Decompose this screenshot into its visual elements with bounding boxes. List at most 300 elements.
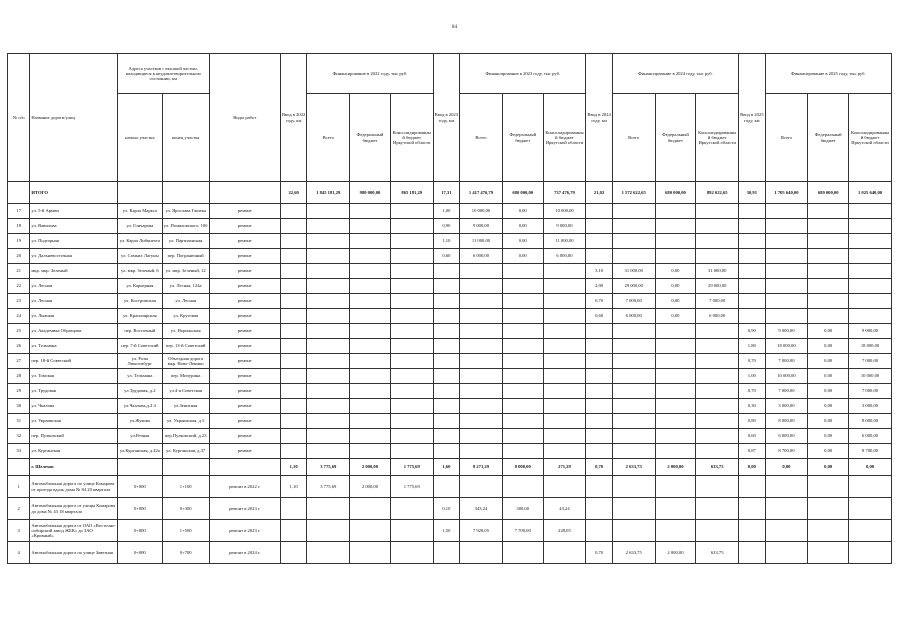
header-address: Адреса участков с высокой частью, находящиеся в неудовлетворительном состоянии, км: [117, 54, 209, 94]
row-value: [543, 279, 586, 294]
subtotal-label: г. Шелехов: [30, 459, 118, 476]
row-value: [696, 249, 739, 264]
row-number: 33: [8, 444, 30, 459]
row-value: [739, 234, 765, 249]
row-end: ул. Лесная: [162, 294, 209, 309]
header-input-2024: Ввод в 2024 году, км: [586, 54, 612, 182]
row-value: 0,80: [739, 414, 765, 429]
row-value: 43,24: [543, 498, 586, 520]
row-value: [612, 520, 655, 542]
row-value: [696, 339, 739, 354]
row-value: [307, 414, 350, 429]
row-number: 22: [8, 279, 30, 294]
row-value: [586, 444, 612, 459]
row-value: [543, 429, 586, 444]
row-value: 228,05: [543, 520, 586, 542]
row-value: 0,00: [502, 204, 543, 219]
row-value: 18 000,00: [765, 339, 808, 354]
row-value: [390, 219, 433, 234]
subtotal-value: 1,10: [280, 459, 306, 476]
row-value: [280, 324, 306, 339]
row-value: [280, 414, 306, 429]
row-value: [739, 204, 765, 219]
row-value: 29 000,00: [696, 279, 739, 294]
row-start: ул. Красноярская: [117, 309, 162, 324]
row-road-name: ул. Дальневосточная: [30, 249, 118, 264]
row-work: ремонт в 2023 г.: [209, 520, 280, 542]
row-end: ул. Норильская: [162, 324, 209, 339]
row-value: [390, 249, 433, 264]
row-value: 0,00: [808, 414, 849, 429]
row-work: ремонт: [209, 264, 280, 279]
row-work: ремонт в 2023 г.: [209, 498, 280, 520]
subtotal-value: 0,00: [765, 459, 808, 476]
row-start: 0+000: [117, 542, 162, 564]
row-work: ремонт: [209, 429, 280, 444]
subtotal-value: 2 633,75: [612, 459, 655, 476]
total-value: 1 705 640,00: [765, 182, 808, 204]
row-start: пер. Восточный: [117, 324, 162, 339]
row-value: [280, 204, 306, 219]
row-value: [350, 369, 391, 384]
total-value: 1 417 476,79: [460, 182, 503, 204]
row-start: ул.Трудовая, д.2: [117, 384, 162, 399]
table-row: [8, 384, 892, 399]
row-value: [307, 234, 350, 249]
row-value: [655, 324, 696, 339]
row-value: [433, 324, 459, 339]
row-value: [655, 520, 696, 542]
total-value: 17,31: [433, 182, 459, 204]
row-value: [460, 429, 503, 444]
row-value: [586, 476, 612, 498]
subtotal-value: 0,00: [849, 459, 892, 476]
row-value: [502, 294, 543, 309]
row-value: [543, 384, 586, 399]
table-row: [8, 309, 892, 324]
row-end: ул. Ярослава Гашека: [162, 204, 209, 219]
row-value: [612, 249, 655, 264]
row-value: [502, 324, 543, 339]
row-value: [280, 444, 306, 459]
row-value: [765, 264, 808, 279]
row-value: [307, 384, 350, 399]
row-value: [808, 234, 849, 249]
row-start: ул. Карла Либкнехта: [117, 234, 162, 249]
row-value: [655, 354, 696, 369]
row-start: пер. 7-й Советский: [117, 339, 162, 354]
row-value: [390, 234, 433, 249]
row-value: [696, 520, 739, 542]
row-value: [808, 249, 849, 264]
row-value: 2 000,00: [655, 542, 696, 564]
row-value: [280, 520, 306, 542]
row-value: [350, 279, 391, 294]
row-number: 19: [8, 234, 30, 249]
row-value: [390, 542, 433, 564]
row-value: [849, 219, 892, 234]
row-value: [433, 542, 459, 564]
row-start: ул. Сомьих Лагуны: [117, 249, 162, 264]
row-value: [808, 476, 849, 498]
financing-table: [7, 53, 892, 564]
total-row: [8, 182, 892, 204]
row-road-name: Автомобильная дорога по улице Заветная: [30, 542, 118, 564]
header-federal-2023: Федеральный бюджет: [502, 94, 543, 182]
header-federal-2024: Федеральный бюджет: [655, 94, 696, 182]
row-value: 8 700,00: [849, 444, 892, 459]
row-end: ул.4-я Советская: [162, 384, 209, 399]
row-value: [307, 264, 350, 279]
row-value: [390, 279, 433, 294]
row-number: 4: [8, 542, 30, 564]
row-value: [280, 234, 306, 249]
row-road-name: ул. Тельмана: [30, 339, 118, 354]
row-start: 0+000: [117, 520, 162, 542]
total-value: 22,60: [280, 182, 306, 204]
row-value: 0,10: [433, 498, 459, 520]
row-value: [612, 476, 655, 498]
row-value: [280, 399, 306, 414]
row-value: [433, 444, 459, 459]
row-end: ул. Лесная, 124а: [162, 279, 209, 294]
row-value: [307, 219, 350, 234]
row-value: [433, 279, 459, 294]
row-value: [739, 520, 765, 542]
total-value: 30,91: [739, 182, 765, 204]
row-value: [696, 399, 739, 414]
row-value: [390, 264, 433, 279]
row-number: 23: [8, 294, 30, 309]
row-value: [280, 542, 306, 564]
row-value: 7 000,00: [849, 354, 892, 369]
row-value: 7 000,00: [696, 294, 739, 309]
row-value: [696, 324, 739, 339]
row-work: ремонт: [209, 294, 280, 309]
row-value: 6 000,00: [849, 429, 892, 444]
row-value: 8 700,00: [765, 444, 808, 459]
row-value: [307, 542, 350, 564]
total-value: 892 622,65: [696, 182, 739, 204]
table-row: [8, 498, 892, 520]
subtotal-value: 8 000,00: [502, 459, 543, 476]
row-value: [655, 429, 696, 444]
row-value: 10 000,00: [849, 369, 892, 384]
header-fin-2024: Финансирование в 2024 году, тыс руб.: [612, 54, 738, 94]
row-value: [390, 339, 433, 354]
row-work: ремонт: [209, 399, 280, 414]
row-end: Объездная дорога мкр. Ново-Ленино: [162, 354, 209, 369]
row-value: [808, 542, 849, 564]
table-row: [8, 219, 892, 234]
row-value: [739, 498, 765, 520]
row-work: ремонт: [209, 339, 280, 354]
row-road-name: ул. Лесная: [30, 294, 118, 309]
row-value: [280, 354, 306, 369]
row-value: [696, 498, 739, 520]
row-value: [808, 279, 849, 294]
table-row: [8, 369, 892, 384]
subtotal-value: 1 775,69: [390, 459, 433, 476]
row-value: 0,70: [586, 294, 612, 309]
row-value: [502, 542, 543, 564]
subtotal-value: 3 775,69: [307, 459, 350, 476]
row-value: [739, 279, 765, 294]
row-start: ул. Костромская: [117, 294, 162, 309]
row-start: ул. Гончарова: [117, 219, 162, 234]
row-end: ул.Зенитная: [162, 399, 209, 414]
row-start: ул. мкр. Зеленый, 6: [117, 264, 162, 279]
row-value: 0,90: [433, 219, 459, 234]
row-value: [739, 542, 765, 564]
row-value: [460, 339, 503, 354]
row-work: ремонт: [209, 309, 280, 324]
row-value: [612, 234, 655, 249]
row-value: 1,50: [433, 520, 459, 542]
row-value: 3 000,00: [849, 399, 892, 414]
row-road-name: ул. Трудовая: [30, 384, 118, 399]
row-value: [612, 369, 655, 384]
row-value: 0,00: [808, 354, 849, 369]
row-value: 0,00: [655, 279, 696, 294]
row-number: 20: [8, 249, 30, 264]
row-value: 2 000,00: [350, 476, 391, 498]
row-value: [460, 444, 503, 459]
table-row: [8, 542, 892, 564]
row-work: ремонт: [209, 204, 280, 219]
row-value: [543, 542, 586, 564]
row-number: 21: [8, 264, 30, 279]
row-value: [307, 324, 350, 339]
row-value: [460, 309, 503, 324]
row-value: 6 000,00: [543, 249, 586, 264]
subtotal-value: 1,60: [433, 459, 459, 476]
row-value: [849, 542, 892, 564]
row-end: пер. Пограничный: [162, 249, 209, 264]
row-end: ул. Партизанская: [162, 234, 209, 249]
header-road-name: Название дороги/улиц: [30, 54, 118, 182]
row-value: [307, 520, 350, 542]
row-start: 0+000: [117, 476, 162, 498]
row-value: 10 000,00: [460, 204, 503, 219]
row-value: [460, 264, 503, 279]
row-value: 9 000,00: [460, 219, 503, 234]
row-value: [696, 444, 739, 459]
row-value: [696, 354, 739, 369]
table-body: [8, 182, 892, 564]
row-value: [390, 294, 433, 309]
row-value: [586, 369, 612, 384]
row-value: [433, 264, 459, 279]
row-end: пер. Мичурина: [162, 369, 209, 384]
row-value: 31 000,00: [696, 264, 739, 279]
row-value: [586, 498, 612, 520]
subtotal-value: 2 000,00: [350, 459, 391, 476]
row-value: 0,00: [808, 369, 849, 384]
row-value: [350, 309, 391, 324]
row-end: 0+700: [162, 542, 209, 564]
total-value: 865 181,29: [390, 182, 433, 204]
row-value: [655, 339, 696, 354]
row-value: 6 000,00: [765, 429, 808, 444]
row-value: [612, 354, 655, 369]
row-start: 0+000: [117, 498, 162, 520]
subtotal-value: 0,00: [808, 459, 849, 476]
row-value: [612, 324, 655, 339]
row-value: [696, 476, 739, 498]
row-value: [350, 414, 391, 429]
row-value: [612, 339, 655, 354]
row-value: [307, 279, 350, 294]
row-value: [765, 294, 808, 309]
table-row: [8, 444, 892, 459]
row-value: [350, 429, 391, 444]
row-value: [502, 309, 543, 324]
row-value: [543, 264, 586, 279]
row-value: [390, 414, 433, 429]
subtotal-num: [8, 459, 30, 476]
row-value: [696, 369, 739, 384]
row-value: 9 000,00: [765, 324, 808, 339]
row-value: [350, 354, 391, 369]
row-value: [350, 520, 391, 542]
total-work: [209, 182, 280, 204]
table-row: [8, 204, 892, 219]
row-road-name: ул. Украинская: [30, 414, 118, 429]
row-value: [808, 219, 849, 234]
row-value: [390, 520, 433, 542]
row-value: [612, 444, 655, 459]
row-number: 28: [8, 369, 30, 384]
row-value: [655, 219, 696, 234]
row-value: [543, 324, 586, 339]
row-road-name: ул. Чкалова: [30, 399, 118, 414]
row-number: 32: [8, 429, 30, 444]
page-number: 84: [452, 25, 457, 30]
row-work: ремонт: [209, 219, 280, 234]
row-value: [739, 219, 765, 234]
row-value: 6 000,00: [460, 249, 503, 264]
subtotal-value: 0,00: [739, 459, 765, 476]
table-row: [8, 429, 892, 444]
total-label: ИТОГО: [30, 182, 118, 204]
row-work: ремонт: [209, 234, 280, 249]
row-work: ремонт: [209, 444, 280, 459]
header-total-2025: Всего: [765, 94, 808, 182]
row-value: [808, 204, 849, 219]
row-value: [460, 324, 503, 339]
row-value: [433, 339, 459, 354]
row-value: [460, 369, 503, 384]
row-value: [696, 204, 739, 219]
row-value: [350, 249, 391, 264]
subtotal-work: [209, 459, 280, 476]
row-value: [502, 414, 543, 429]
row-value: [280, 264, 306, 279]
row-value: [433, 399, 459, 414]
row-value: 0,60: [739, 429, 765, 444]
row-value: 11 000,00: [460, 234, 503, 249]
row-number: 29: [8, 384, 30, 399]
row-value: [307, 498, 350, 520]
row-value: [350, 219, 391, 234]
row-value: [765, 476, 808, 498]
row-value: [390, 384, 433, 399]
row-value: [655, 384, 696, 399]
header-consolidated-2023: Консолидированный бюджет Иркутской области: [543, 94, 586, 182]
row-value: [849, 249, 892, 264]
row-value: [543, 339, 586, 354]
row-value: [390, 204, 433, 219]
row-value: [543, 399, 586, 414]
row-value: [460, 542, 503, 564]
row-value: 1,10: [280, 476, 306, 498]
row-value: 6 000,00: [696, 309, 739, 324]
header-total-2023: Всего: [460, 94, 503, 182]
row-value: [390, 399, 433, 414]
row-value: [543, 476, 586, 498]
row-number: 2: [8, 498, 30, 520]
row-start: ул.Жукова: [117, 414, 162, 429]
row-end: ул. Курганская, д.37: [162, 444, 209, 459]
header-fin-2025: Финансирование в 2025 году, тыс руб.: [765, 54, 891, 94]
row-value: [307, 294, 350, 309]
row-value: [502, 476, 543, 498]
table-row: [8, 249, 892, 264]
header-consolidated-2024: Консолидированный бюджет Иркутской области: [696, 94, 739, 182]
row-value: [739, 476, 765, 498]
row-value: [543, 414, 586, 429]
header-end: конец участка: [162, 94, 209, 182]
row-value: [433, 354, 459, 369]
row-value: [502, 354, 543, 369]
row-value: [765, 520, 808, 542]
row-value: [655, 369, 696, 384]
row-value: [696, 429, 739, 444]
row-start: ул. Карьерная: [117, 279, 162, 294]
row-value: 7 000,00: [849, 384, 892, 399]
total-value: 1 025 640,00: [849, 182, 892, 204]
row-value: [433, 369, 459, 384]
row-road-name: Автомобильная дорога по улице Комарова от проезда вдоль дома № 84 20 квартала: [30, 476, 118, 498]
row-work: ремонт в 2024 г.: [209, 542, 280, 564]
total-value: 1 572 622,65: [612, 182, 655, 204]
row-value: [433, 476, 459, 498]
row-value: [586, 384, 612, 399]
row-value: [739, 309, 765, 324]
row-end: 0+300: [162, 498, 209, 520]
row-value: [586, 354, 612, 369]
total-value: 680 000,00: [502, 182, 543, 204]
row-value: 0,70: [739, 384, 765, 399]
row-value: 9 000,00: [543, 219, 586, 234]
row-value: [849, 476, 892, 498]
row-value: 8 000,00: [849, 414, 892, 429]
row-value: [612, 384, 655, 399]
table-row: [8, 264, 892, 279]
row-value: [765, 279, 808, 294]
row-value: 7 000,00: [612, 294, 655, 309]
row-value: 0,87: [739, 444, 765, 459]
row-value: 0,00: [808, 444, 849, 459]
row-value: [586, 399, 612, 414]
row-value: [543, 369, 586, 384]
row-value: [696, 234, 739, 249]
row-value: [307, 249, 350, 264]
row-road-name: ул. Курганская: [30, 444, 118, 459]
row-value: [350, 204, 391, 219]
row-number: 27: [8, 354, 30, 369]
